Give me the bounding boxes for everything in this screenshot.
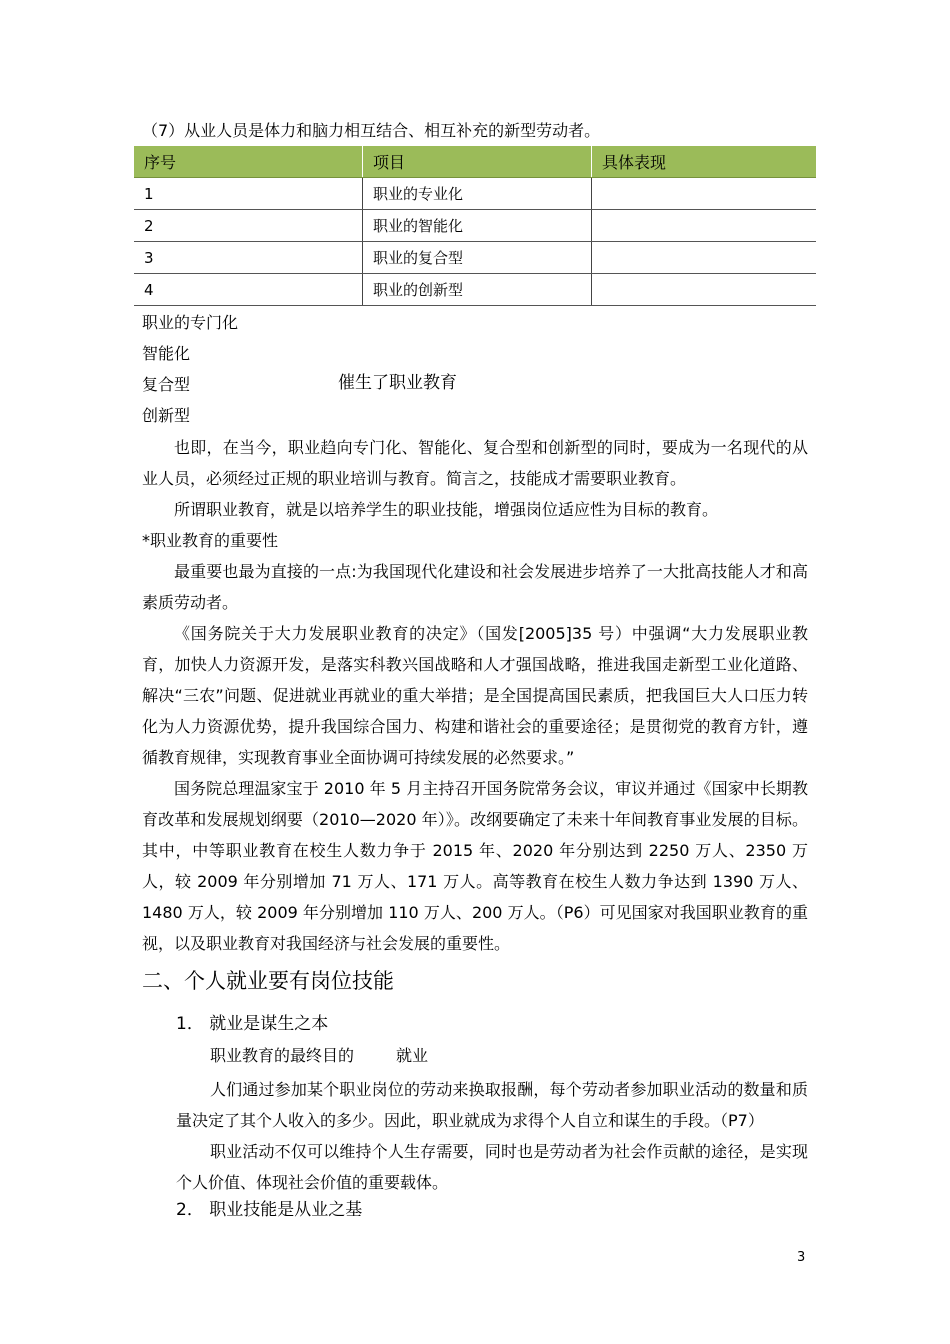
table-cell: 3 <box>134 242 363 274</box>
paragraph: 国务院总理温家宝于 2010 年 5 月主持召开国务院常务会议，审议并通过《国家中长期教育改革和发展规划纲要（2010—2020 年）》。改纲要确定了未来十年间教育事业发展的目标。其中，中等职业教育在校生人数力争于 2015 年、2020 年分别达到 2250 万人、2350 万人，较 2009 年分别增加 71 万人、171 万人。高等教育在校生人数力争达到 1390 万人、1480 万人，较 2009 年分别增加 110 万人、200 万人。（P6）可见国家对我国职业教育的重视，以及职业教育对我国经济与社会发展的重要性。 <box>142 779 808 953</box>
table-cell: 4 <box>134 274 363 306</box>
table-header-cell: 项目 <box>363 146 592 178</box>
table-cell <box>592 242 817 274</box>
table-cell <box>592 274 817 306</box>
table-cell: 2 <box>134 210 363 242</box>
table-row <box>134 178 816 210</box>
table-cell <box>592 210 817 242</box>
list-term: 创新型 <box>142 406 191 425</box>
table-cell <box>592 178 817 210</box>
goal-label: 职业教育的最终目的 <box>210 1046 355 1065</box>
section-heading: 二、个人就业要有岗位技能 <box>142 969 394 993</box>
table-header-cell: 序号 <box>134 146 363 178</box>
table-cell: 职业的专业化 <box>363 178 592 210</box>
page-number: 3 <box>797 1250 806 1265</box>
occupation-table <box>134 146 816 306</box>
paragraph: 所谓职业教育，就是以培养学生的职业技能，增强岗位适应性为目标的教育。 <box>174 500 719 519</box>
paragraph: 职业活动不仅可以维持个人生存需要，同时也是劳动者为社会作贡献的途径，是实现个人价值、体现社会价值的重要载体。 <box>176 1142 808 1192</box>
list-term: 职业的专门化 <box>142 313 239 332</box>
table-row <box>134 210 816 242</box>
table-cell: 职业的智能化 <box>363 210 592 242</box>
paragraph: 也即，在当今，职业趋向专门化、智能化、复合型和创新型的同时，要成为一名现代的从业人员，必须经过正规的职业培训与教育。简言之，技能成才需要职业教育。 <box>142 438 808 488</box>
importance-title: *职业教育的重要性 <box>142 531 279 550</box>
paragraph: 最重要也最为直接的一点:为我国现代化建设和社会发展进步培养了一大批高技能人才和高素质劳动者。 <box>142 562 808 612</box>
intro-line: （7）从业人员是体力和脑力相互结合、相互补充的新型劳动者。 <box>142 121 601 140</box>
sub-heading: 2． 职业技能是从业之基 <box>176 1200 363 1220</box>
paragraph: 人们通过参加某个职业岗位的劳动来换取报酬，每个劳动者参加职业活动的数量和质量决定了其个人收入的多少。因此，职业就成为求得个人自立和谋生的手段。（P7） <box>176 1080 808 1130</box>
sub-heading: 1． 就业是谋生之本 <box>176 1014 329 1034</box>
table-header-cell: 具体表现 <box>592 146 817 178</box>
table-row <box>134 242 816 274</box>
table-cell: 职业的复合型 <box>363 242 592 274</box>
list-term: 智能化 <box>142 344 191 363</box>
table-cell: 1 <box>134 178 363 210</box>
goal-value: 就业 <box>396 1046 429 1065</box>
list-term: 复合型 <box>142 375 191 394</box>
table-cell: 职业的创新型 <box>363 274 592 306</box>
table-row <box>134 274 816 306</box>
brace-result: 催生了职业教育 <box>338 373 457 393</box>
paragraph: 《国务院关于大力发展职业教育的决定》（国发[2005]35 号）中强调“大力发展职业教育，加快人力资源开发，是落实科教兴国战略和人才强国战略，推进我国走新型工业化道路、解决“三农”问题、促进就业再就业的重大举措；是全国提高国民素质，把我国巨大人口压力转化为人力资源优势，提升我国综合国力、构建和谐社会的重要途径；是贯彻党的教育方针，遵循教育规律，实现教育事业全面协调可持续发展的必然要求。” <box>142 624 808 767</box>
table-header-row <box>134 146 816 178</box>
